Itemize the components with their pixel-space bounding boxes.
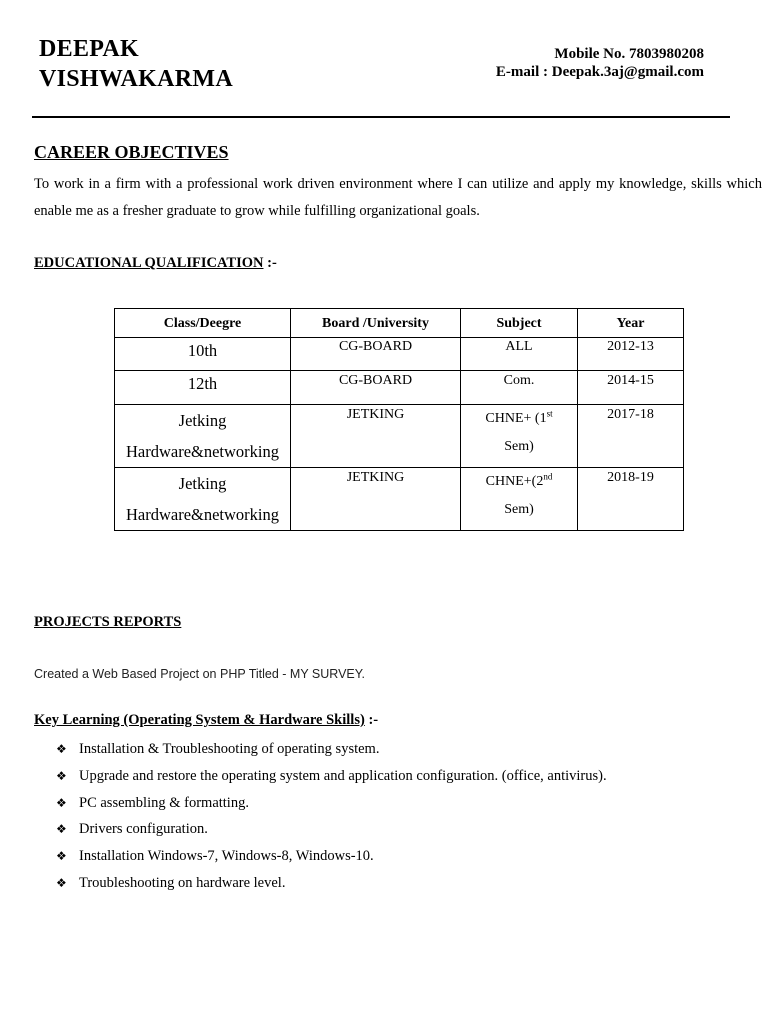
cell-class [115, 405, 291, 468]
diamond-bullet-icon: ❖ [56, 822, 67, 837]
career-objectives-text: To work in a firm with a professional work driven environment where I can utilize and apply my knowledge, skills which enable me as a fresher graduate to grow while fulfilling organizational goals. [34, 176, 762, 219]
list-item-text: Drivers configuration. [79, 821, 208, 838]
diamond-bullet-icon: ❖ [56, 875, 67, 890]
cell-year: 2018-19 [578, 468, 684, 531]
cell-subject [461, 468, 578, 531]
cell-board: CG-BOARD [291, 371, 461, 405]
education-table [114, 308, 684, 531]
list-item-text: Installation Windows-7, Windows-8, Windows-10. [79, 848, 374, 865]
table-row [115, 405, 684, 468]
projects-heading: PROJECTS REPORTS [34, 614, 182, 630]
list-item-text: Upgrade and restore the operating system and application configuration. (office, antivirus). [79, 767, 607, 784]
cell-class-line2: Hardware&networking [125, 442, 280, 461]
list-item [56, 763, 607, 790]
header-divider [32, 116, 730, 118]
education-heading-suffix: :- [263, 255, 277, 271]
cell-board: CG-BOARD [291, 338, 461, 371]
list-item [56, 790, 607, 817]
subject-text: CHNE+ (1 [485, 411, 547, 426]
cell-class-line1: Jetking [178, 474, 227, 493]
subject-ordinal: nd [543, 471, 553, 482]
list-item-text: Installation & Troubleshooting of operating system. [79, 741, 380, 757]
list-item [56, 843, 607, 870]
cell-class: 12th [115, 371, 291, 405]
email-address: E-mail : Deepak.3aj@gmail.com [495, 64, 704, 80]
cell-year: 2014-15 [578, 371, 684, 405]
cell-year: 2012-13 [578, 338, 684, 371]
diamond-bullet-icon: ❖ [56, 742, 67, 756]
candidate-name [39, 34, 233, 94]
key-learning-heading [34, 712, 378, 729]
project-description: Created a Web Based Project on PHP Titled - MY SURVEY. [34, 667, 365, 681]
mobile-number: Mobile No. 7803980208 [554, 46, 704, 62]
column-header-board: Board /University [291, 309, 461, 338]
list-item [56, 816, 607, 843]
key-learning-heading-suffix: :- [364, 712, 379, 728]
cell-subject-line1 [465, 468, 573, 496]
cell-board: JETKING [291, 405, 461, 468]
cell-class [115, 468, 291, 531]
list-item-text: Troubleshooting on hardware level. [79, 874, 286, 891]
list-item [56, 736, 607, 763]
cell-class-line2: Hardware&networking [125, 505, 280, 524]
diamond-bullet-icon: ❖ [56, 768, 67, 783]
column-header-year: Year [578, 309, 684, 338]
subject-text: CHNE+(2 [485, 474, 544, 489]
key-learning-list [56, 736, 607, 897]
education-heading-label: EDUCATIONAL QUALIFICATION [34, 255, 264, 271]
cell-year: 2017-18 [578, 405, 684, 468]
name-first: DEEPAK [39, 36, 140, 62]
diamond-bullet-icon: ❖ [56, 849, 67, 864]
table-header-row [115, 309, 684, 338]
list-item-text: PC assembling & formatting. [79, 794, 249, 811]
cell-class: 10th [115, 338, 291, 371]
cell-class-line1: Jetking [178, 411, 227, 430]
list-item [56, 870, 607, 897]
table-row [115, 338, 684, 371]
cell-subject: ALL [461, 338, 578, 371]
cell-subject [461, 405, 578, 468]
cell-board: JETKING [291, 468, 461, 531]
table-row [115, 371, 684, 405]
subject-ordinal: st [546, 408, 553, 419]
key-learning-heading-label: Key Learning (Operating System & Hardware Skills) [34, 712, 365, 728]
column-header-subject: Subject [461, 309, 578, 338]
contact-block [496, 45, 704, 81]
cell-subject-line1 [465, 405, 573, 433]
table-row [115, 468, 684, 531]
cell-subject-line2: Sem) [504, 502, 534, 517]
education-heading [34, 255, 277, 272]
diamond-bullet-icon: ❖ [56, 795, 67, 810]
career-objectives-heading: CAREER OBJECTIVES [34, 142, 229, 162]
name-last: VISHWAKARMA [39, 66, 233, 92]
column-header-class: Class/Deegre [115, 309, 291, 338]
cell-subject-line2: Sem) [504, 439, 534, 454]
cell-subject: Com. [461, 371, 578, 405]
